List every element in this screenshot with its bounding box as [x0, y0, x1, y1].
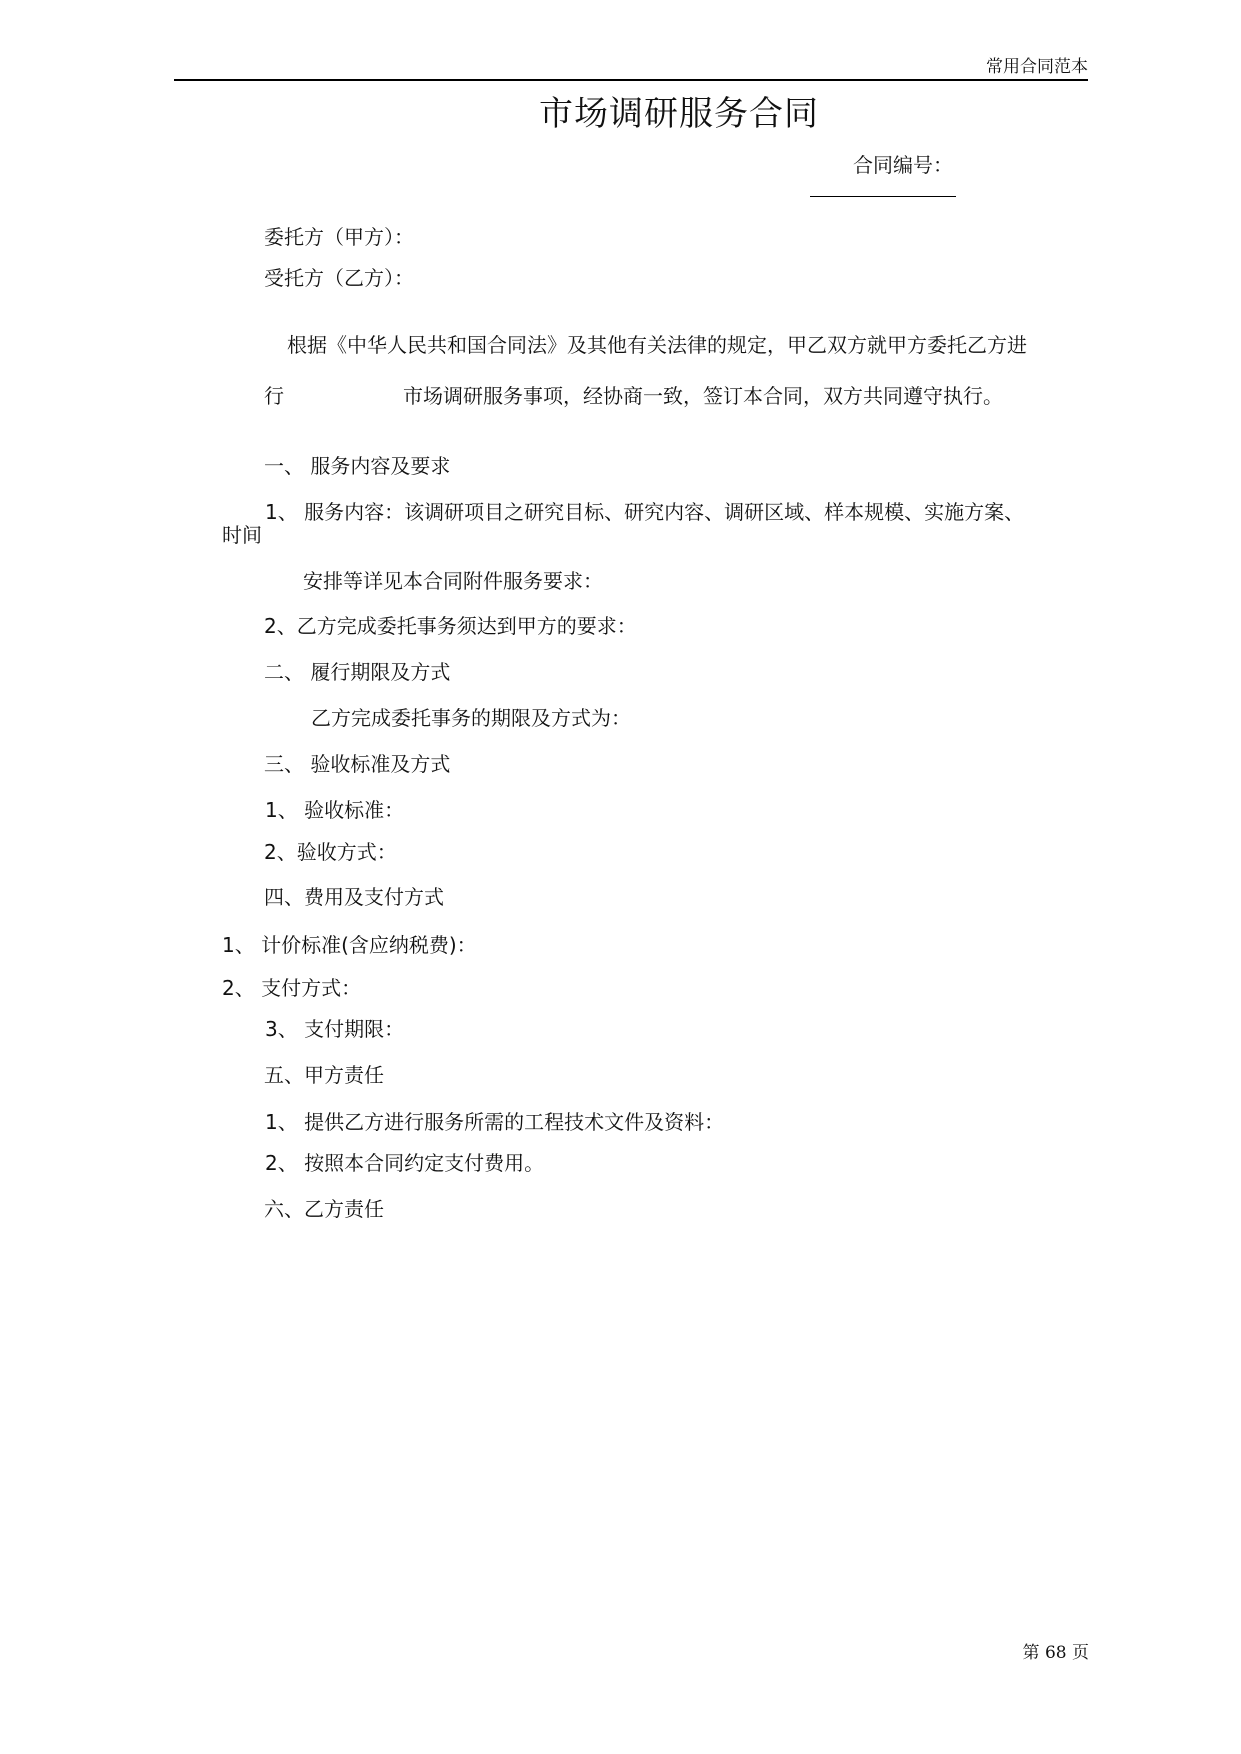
section-4-item-1: 1、 计价标准(含应纳税费)： [222, 933, 477, 957]
header-rule [174, 79, 1088, 81]
section-1-item-2: 2、乙方完成委托事务须达到甲方的要求： [264, 614, 637, 638]
section-1-item-1-continued: 安排等详见本合同附件服务要求： [303, 569, 603, 593]
section-1-item-1: 1、 服务内容：该调研项目之研究目标、研究内容、调研区域、样本规模、实施方案、 [265, 500, 1025, 524]
section-6-title: 六、乙方责任 [264, 1197, 384, 1221]
contractor-party-label: 受托方（乙方）： [264, 266, 414, 290]
document-title: 市场调研服务合同 [539, 94, 819, 134]
section-5-title: 五、甲方责任 [264, 1063, 384, 1087]
client-party-label: 委托方（甲方）： [264, 225, 414, 249]
preamble-line-2-lead: 行 [264, 384, 284, 408]
page-number: 第 68 页 [1022, 1643, 1089, 1663]
section-5-item-1: 1、 提供乙方进行服务所需的工程技术文件及资料： [265, 1110, 725, 1134]
section-1-title: 一、 服务内容及要求 [264, 454, 451, 478]
preamble-line-2: 市场调研服务事项，经协商一致，签订本合同，双方共同遵守执行。 [403, 384, 1003, 408]
contract-number-label: 合同编号： [853, 153, 953, 177]
section-3-title: 三、 验收标准及方式 [264, 752, 451, 776]
section-2-text: 乙方完成委托事务的期限及方式为： [311, 706, 631, 730]
header-label: 常用合同范本 [986, 57, 1088, 77]
preamble-line-1: 根据《中华人民共和国合同法》及其他有关法律的规定，甲乙双方就甲方委托乙方进 [287, 333, 1027, 357]
section-5-item-2: 2、 按照本合同约定支付费用。 [265, 1151, 545, 1175]
section-3-item-1: 1、 验收标准： [265, 798, 405, 822]
section-3-item-2: 2、验收方式： [264, 840, 397, 864]
section-4-item-3: 3、 支付期限： [265, 1017, 405, 1041]
section-1-item-1-wrap: 时间 [222, 523, 262, 547]
section-2-title: 二、 履行期限及方式 [264, 660, 451, 684]
contract-number-blank [810, 196, 956, 197]
section-4-item-2: 2、 支付方式： [222, 976, 362, 1000]
section-4-title: 四、费用及支付方式 [264, 885, 444, 909]
